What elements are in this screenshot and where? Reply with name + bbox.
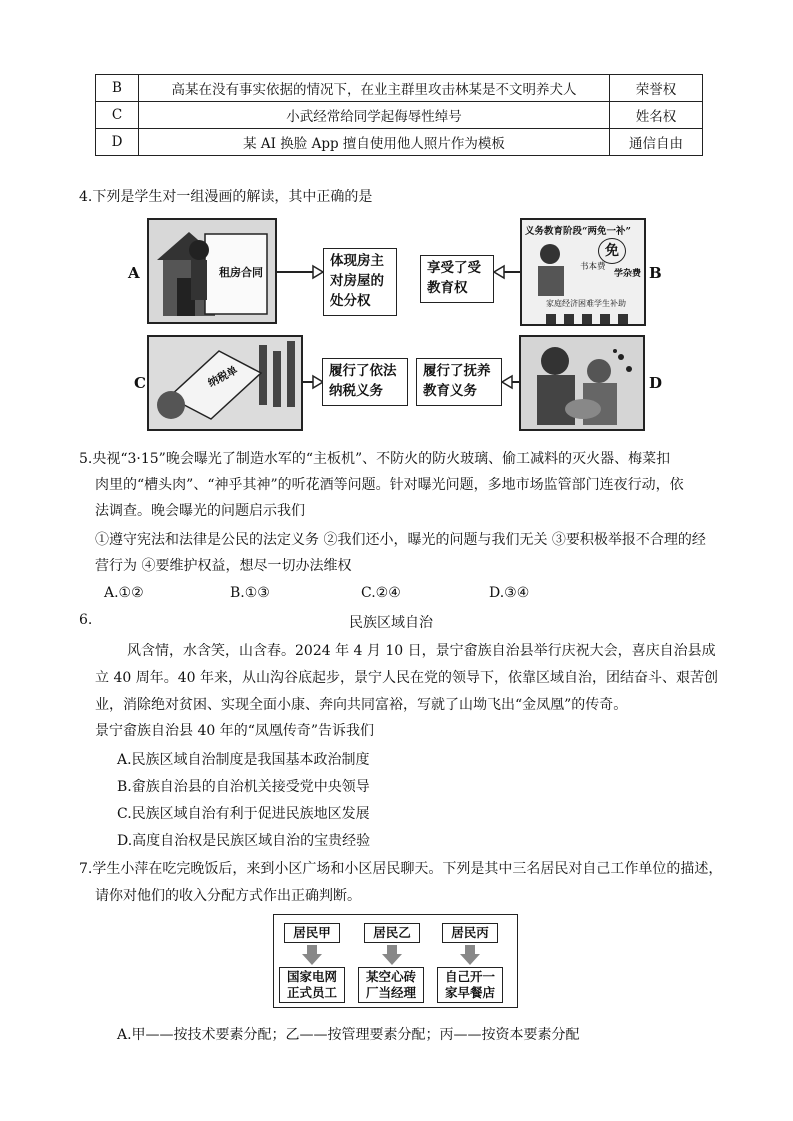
q5-option: C.②④ <box>361 585 401 601</box>
row-right: 姓名权 <box>610 102 703 129</box>
resident-job: 某空心砖厂当经理 <box>358 967 424 1003</box>
row-right: 荣誉权 <box>610 75 703 102</box>
cartoon-b-title: 义务教育阶段“两免一补” <box>525 226 631 237</box>
table-row <box>96 102 703 129</box>
q7-line: 请你对他们的收入分配方式作出正确判断。 <box>95 888 361 904</box>
residents-diagram <box>273 914 518 1008</box>
q5-line: 5.央视“3·15”晚会曝光了制造水军的“主板机”、不防火的防火玻璃、偷工减料的灭火器、梅菜扣 <box>79 451 671 467</box>
q5-option: D.③④ <box>489 585 530 601</box>
cartoon-c <box>147 335 303 431</box>
q5-option: A.①② <box>104 585 144 601</box>
arrow-down-icon <box>460 945 480 965</box>
resident-name: 居民甲 <box>284 923 340 943</box>
table-row <box>96 129 703 156</box>
arrow-right-icon <box>303 372 323 392</box>
row-description: 某 AI 换脸 App 擅自使用他人照片作为模板 <box>139 129 610 156</box>
tax-doc-label: 纳税单 <box>206 364 240 390</box>
q5-line: ①遵守宪法和法律是公民的法定义务 ②我们还小，曝光的问题与我们无关 ③要积极举报不合理的经 <box>95 532 706 548</box>
aid-label: 家庭经济困难学生补助 <box>546 299 626 308</box>
options-table <box>95 74 703 156</box>
arrow-down-icon <box>302 945 322 965</box>
q5-line: 肉里的“槽头肉”、“神乎其神”的听花酒等问题。针对曝光问题，多地市场监管部门连夜行动，依 <box>95 477 684 493</box>
arrow-right-icon <box>277 262 323 282</box>
contract-label: 租房合同 <box>219 266 263 279</box>
q7-line: 7.学生小萍在吃完晚饭后，来到小区广场和小区居民聊天。下列是其中三名居民对自己工作单位的描述， <box>79 861 723 877</box>
student-icon <box>526 240 586 300</box>
q6-paragraph: 风含情，水含笑，山含春。2024 年 4 月 10 日，景宁畲族自治县举行庆祝大会，喜庆自治县成 <box>127 643 716 659</box>
box-b: 享受了受教育权 <box>420 255 494 303</box>
resident-name: 居民乙 <box>364 923 420 943</box>
row-key: C <box>96 102 139 129</box>
resident-job: 自己开一家早餐店 <box>437 967 503 1003</box>
row-description: 小武经常给同学起侮辱性绰号 <box>139 102 610 129</box>
box-a: 体现房主对房屋的处分权 <box>323 248 397 316</box>
q4-stem: 4.下列是学生对一组漫画的解读，其中正确的是 <box>79 189 373 205</box>
q6-option: A.民族区域自治制度是我国基本政治制度 <box>117 752 370 768</box>
q5-line: 法调查。晚会曝光的问题启示我们 <box>95 503 305 519</box>
arrow-left-icon <box>494 262 520 282</box>
seedlings-icon <box>542 310 642 324</box>
q6-option: B.畲族自治县的自治机关接受党中央领导 <box>117 779 370 795</box>
arrow-down-icon <box>382 945 402 965</box>
q6-question: 景宁畲族自治县 40 年的“凤凰传奇”告诉我们 <box>95 723 375 739</box>
box-d: 履行了抚养教育义务 <box>416 358 502 406</box>
arrow-left-icon <box>502 372 520 392</box>
label-a: A <box>128 264 140 282</box>
fee-label: 学杂费 <box>614 269 642 279</box>
row-key: D <box>96 129 139 156</box>
q5-option: B.①③ <box>230 585 270 601</box>
label-d: D <box>649 374 663 392</box>
q6-option: D.高度自治权是民族区域自治的宝贵经验 <box>117 833 371 849</box>
table-row <box>96 75 703 102</box>
fee-label: 书本费 <box>580 262 606 272</box>
label-b: B <box>649 264 662 282</box>
q7-option: A.甲——按技术要素分配；乙——按管理要素分配；丙——按资本要素分配 <box>117 1027 580 1043</box>
free-badge: 免 <box>598 238 626 264</box>
row-right: 通信自由 <box>610 129 703 156</box>
cartoon-d <box>519 335 645 431</box>
resident-job: 国家电网正式员工 <box>279 967 345 1003</box>
label-c: C <box>134 374 146 392</box>
box-c: 履行了依法纳税义务 <box>322 358 408 406</box>
resident-name: 居民丙 <box>442 923 498 943</box>
family-icon <box>521 337 643 429</box>
row-key: B <box>96 75 139 102</box>
cartoon-a <box>147 218 277 324</box>
cartoon-b <box>520 218 646 326</box>
q6-title: 民族区域自治 <box>349 615 433 631</box>
row-description: 高某在没有事实依据的情况下，在业主群里攻击林某是不文明养犬人 <box>139 75 610 102</box>
q6-number: 6. <box>79 612 93 628</box>
q6-paragraph: 业，消除绝对贫困、实现全面小康、奔向共同富裕，写就了山坳飞出“金凤凰”的传奇。 <box>95 697 628 713</box>
q6-paragraph: 立 40 周年。40 年来，从山沟谷底起步，景宁人民在党的领导下，依靠区域自治，团结奋斗、艰苦创 <box>95 670 718 686</box>
q5-line: 营行为 ④要维护权益，想尽一切办法维权 <box>95 558 352 574</box>
q6-option: C.民族区域自治有利于促进民族地区发展 <box>117 806 370 822</box>
